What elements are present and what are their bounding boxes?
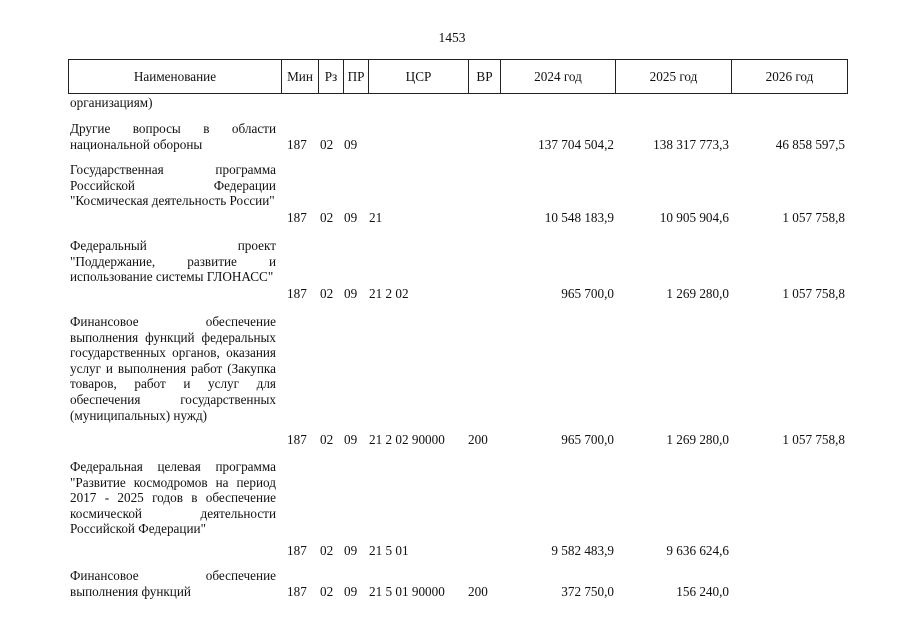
row-pr: 09 [344, 432, 358, 448]
header-name: Наименование [133, 69, 217, 84]
row-2025: 9 636 624,6 [666, 543, 729, 559]
row-2025: 156 240,0 [676, 584, 729, 600]
row-rz: 02 [320, 432, 334, 448]
header-csr: ЦСР [368, 60, 468, 93]
table-row [0, 162, 904, 226]
table-row [0, 121, 904, 153]
row-rz: 02 [320, 543, 334, 559]
row-name: Государственная программа Российской Федерации "Космическая деятельность России" [70, 162, 276, 209]
row-vr: 200 [468, 432, 488, 448]
row-min: 187 [287, 210, 307, 226]
page-number: 1453 [438, 30, 466, 45]
row-pr: 09 [344, 543, 358, 559]
row-2024: 9 582 483,9 [551, 543, 614, 559]
row-2024: 137 704 504,2 [538, 137, 614, 153]
header-vr: ВР [468, 60, 500, 93]
row-name: Финансовое обеспечение выполнения функций [70, 568, 276, 599]
row-pr: 09 [344, 137, 358, 153]
header-2025: 2025 год [615, 60, 731, 93]
row-name: организациям) [70, 95, 153, 110]
row-vr: 200 [468, 584, 488, 600]
row-2024: 965 700,0 [561, 432, 614, 448]
row-min: 187 [287, 432, 307, 448]
row-name: Другие вопросы в области национальной обороны [70, 121, 276, 152]
row-csr: 21 5 01 90000 [369, 584, 445, 600]
row-min: 187 [287, 543, 307, 559]
row-2026: 1 057 758,8 [782, 286, 845, 302]
row-2025: 1 269 280,0 [666, 432, 729, 448]
row-2026: 1 057 758,8 [782, 210, 845, 226]
row-rz: 02 [320, 137, 334, 153]
table-row [0, 459, 904, 559]
table-row [0, 238, 904, 302]
row-rz: 02 [320, 210, 334, 226]
row-2025: 138 317 773,3 [653, 137, 729, 153]
row-2025: 10 905 904,6 [659, 210, 729, 226]
row-pr: 09 [344, 210, 358, 226]
row-min: 187 [287, 137, 307, 153]
row-rz: 02 [320, 584, 334, 600]
row-name: Финансовое обеспечение выполнения функций федеральных государственных органов, оказания услуг и выполнения работ (Закупка товаров, работ и услуг для обеспечения государственных (муниципальных) нужд) [70, 314, 276, 423]
header-pr: ПР [343, 60, 368, 93]
row-min: 187 [287, 584, 307, 600]
table-header [68, 59, 848, 94]
row-csr: 21 5 01 [369, 543, 409, 559]
row-2024: 372 750,0 [561, 584, 614, 600]
row-2024: 965 700,0 [561, 286, 614, 302]
row-csr: 21 2 02 [369, 286, 409, 302]
row-csr: 21 [369, 210, 383, 226]
row-min: 187 [287, 286, 307, 302]
row-2026: 1 057 758,8 [782, 432, 845, 448]
row-name: Федеральная целевая программа "Развитие космодромов на период 2017 - 2025 годов в обеспечение космической деятельности Российской Федерации" [70, 459, 276, 537]
row-rz: 02 [320, 286, 334, 302]
row-pr: 09 [344, 286, 358, 302]
row-2024: 10 548 183,9 [544, 210, 614, 226]
header-min: Мин [281, 60, 318, 93]
table-row [0, 95, 904, 111]
table-row [0, 568, 904, 600]
row-2025: 1 269 280,0 [666, 286, 729, 302]
row-2026: 46 858 597,5 [775, 137, 845, 153]
header-2026: 2026 год [731, 60, 847, 93]
table-row [0, 314, 904, 448]
header-2024: 2024 год [500, 60, 615, 93]
row-pr: 09 [344, 584, 358, 600]
row-name: Федеральный проект "Поддержание, развитие и использование системы ГЛОНАСС" [70, 238, 276, 285]
row-csr: 21 2 02 90000 [369, 432, 445, 448]
header-rz: Рз [318, 60, 343, 93]
